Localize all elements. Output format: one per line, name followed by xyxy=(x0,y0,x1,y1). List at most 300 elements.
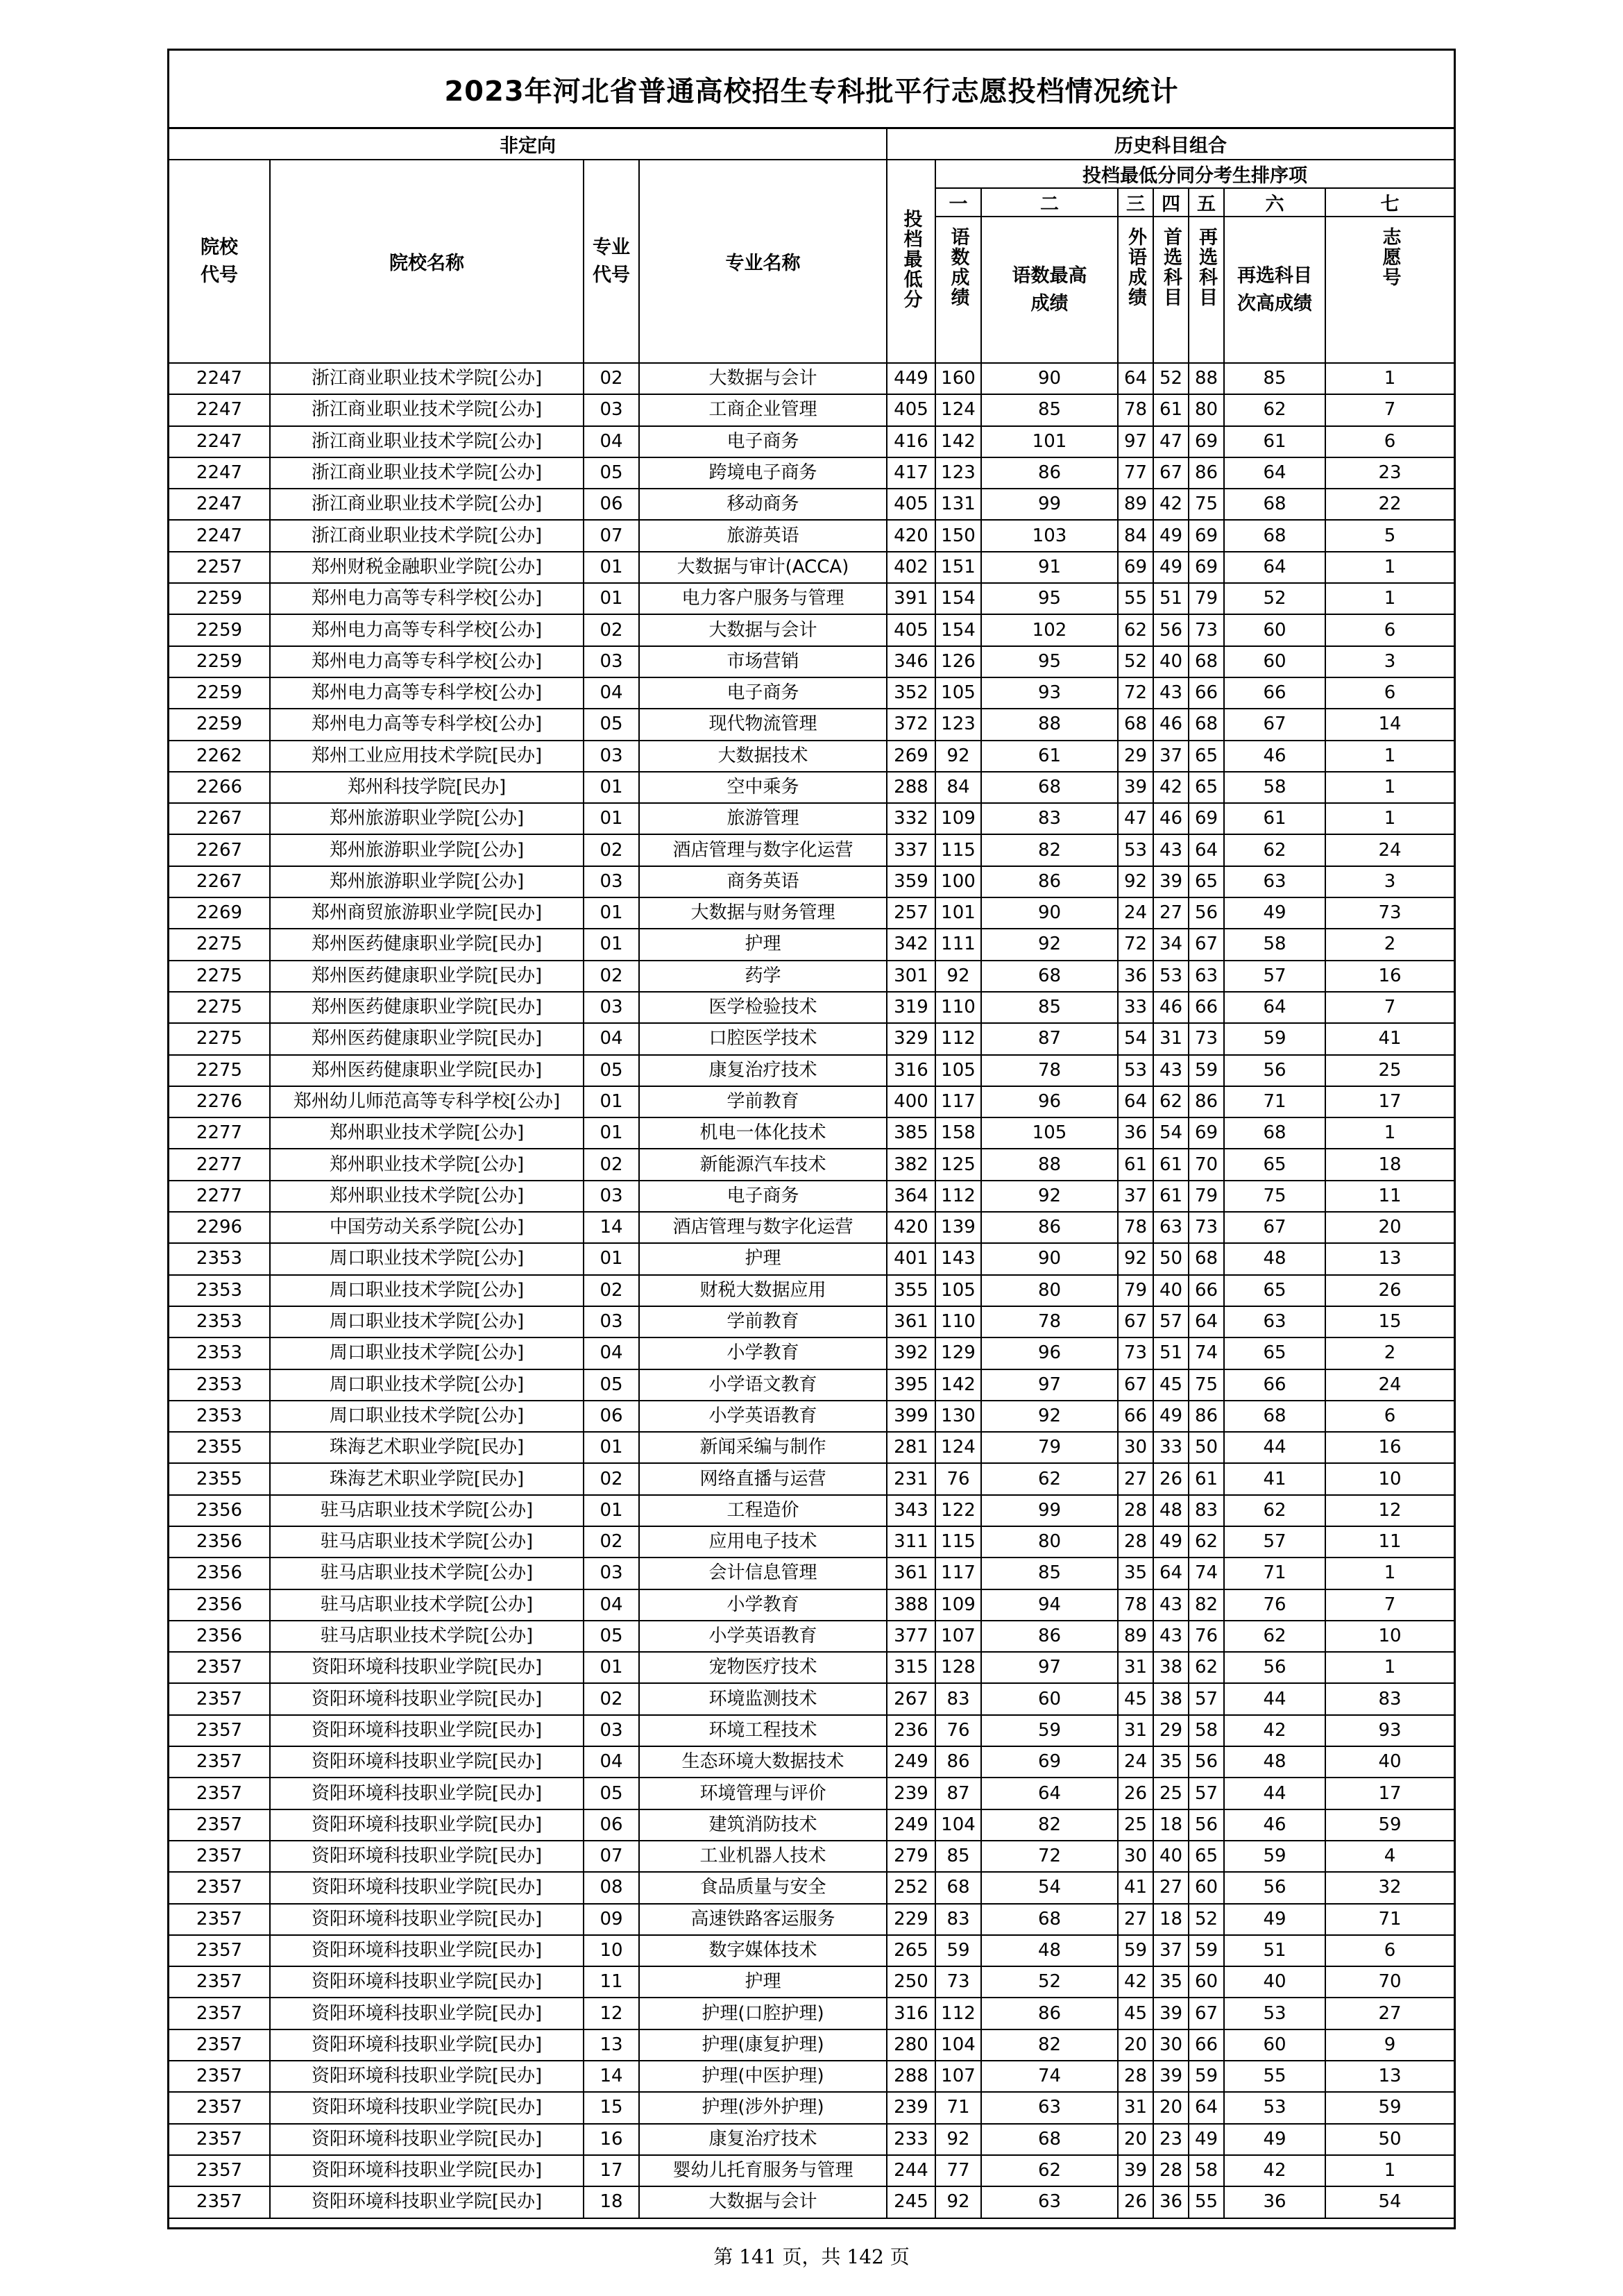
second-choice-runner-up-cell: 44 xyxy=(1224,1683,1325,1714)
table-row xyxy=(169,2061,1454,2092)
table-row xyxy=(169,1526,1454,1558)
major-name-cell: 空中乘务 xyxy=(639,772,887,803)
school-code-cell: 2353 xyxy=(169,1401,270,1432)
major-code-cell: 11 xyxy=(584,1966,639,1998)
major-code-cell: 01 xyxy=(584,583,639,614)
chinese-math-score-cell: 142 xyxy=(935,1369,981,1401)
chinese-math-max-cell: 90 xyxy=(981,363,1118,394)
foreign-language-score-cell: 67 xyxy=(1118,1369,1153,1401)
school-name-cell: 资阳环境科技职业学院[民办] xyxy=(270,2124,584,2155)
second-choice-runner-up-cell: 64 xyxy=(1224,552,1325,583)
table-row xyxy=(169,1117,1454,1149)
second-choice-runner-up-cell: 57 xyxy=(1224,961,1325,992)
school-name-cell: 郑州旅游职业学院[公办] xyxy=(270,834,584,866)
application-number-cell: 25 xyxy=(1325,1055,1454,1086)
foreign-language-score-cell: 79 xyxy=(1118,1275,1153,1306)
school-name-cell: 资阳环境科技职业学院[民办] xyxy=(270,2155,584,2186)
min-score-cell: 361 xyxy=(887,1306,935,1337)
second-choice-subject-cell: 64 xyxy=(1189,834,1224,866)
application-number-cell: 16 xyxy=(1325,1432,1454,1463)
min-score-cell: 391 xyxy=(887,583,935,614)
chinese-math-max-cell: 88 xyxy=(981,709,1118,740)
major-name-cell: 现代物流管理 xyxy=(639,709,887,740)
second-choice-runner-up-cell: 85 xyxy=(1224,363,1325,394)
foreign-language-score-cell: 53 xyxy=(1118,1055,1153,1086)
first-choice-subject-cell: 46 xyxy=(1153,709,1189,740)
major-code-cell: 17 xyxy=(584,2155,639,2186)
major-name-cell: 婴幼儿托育服务与管理 xyxy=(639,2155,887,2186)
second-choice-subject-cell: 66 xyxy=(1189,1275,1224,1306)
foreign-language-score-cell: 77 xyxy=(1118,457,1153,489)
first-choice-subject-cell: 40 xyxy=(1153,646,1189,677)
second-choice-runner-up-cell: 48 xyxy=(1224,1243,1325,1274)
second-choice-runner-up-cell: 68 xyxy=(1224,520,1325,551)
major-name-cell: 高速铁路客运服务 xyxy=(639,1904,887,1935)
min-score-cell: 281 xyxy=(887,1432,935,1463)
table-row xyxy=(169,1935,1454,1966)
application-number-cell: 6 xyxy=(1325,426,1454,457)
chinese-math-score-cell: 105 xyxy=(935,1055,981,1086)
chinese-math-score-cell: 126 xyxy=(935,646,981,677)
foreign-language-score-cell: 26 xyxy=(1118,1778,1153,1809)
second-choice-runner-up-cell: 56 xyxy=(1224,1652,1325,1683)
major-name-cell: 小学教育 xyxy=(639,1337,887,1369)
foreign-language-score-cell: 27 xyxy=(1118,1904,1153,1935)
school-name-cell: 驻马店职业技术学院[公办] xyxy=(270,1495,584,1526)
foreign-language-score-cell: 20 xyxy=(1118,2029,1153,2061)
second-choice-subject-cell: 69 xyxy=(1189,520,1224,551)
min-score-cell: 301 xyxy=(887,961,935,992)
major-name-cell: 生态环境大数据技术 xyxy=(639,1746,887,1778)
second-choice-subject-cell: 83 xyxy=(1189,1495,1224,1526)
school-name-cell: 驻马店职业技术学院[公办] xyxy=(270,1558,584,1589)
foreign-language-score-cell: 37 xyxy=(1118,1181,1153,1212)
major-name-cell: 环境管理与评价 xyxy=(639,1778,887,1809)
first-choice-subject-cell: 43 xyxy=(1153,1621,1189,1652)
second-choice-runner-up-cell: 42 xyxy=(1224,2155,1325,2186)
chinese-math-max-cell: 68 xyxy=(981,961,1118,992)
chinese-math-max-cell: 79 xyxy=(981,1432,1118,1463)
min-score-cell: 245 xyxy=(887,2186,935,2218)
table-row xyxy=(169,992,1454,1023)
major-code-cell: 01 xyxy=(584,897,639,929)
major-code-cell: 04 xyxy=(584,1746,639,1778)
chinese-math-score-cell: 73 xyxy=(935,1966,981,1998)
header-second-choice-runner-up: 再选科目次高成绩 xyxy=(1224,217,1325,363)
school-name-cell: 郑州医药健康职业学院[民办] xyxy=(270,1023,584,1054)
school-code-cell: 2247 xyxy=(169,489,270,520)
first-choice-subject-cell: 49 xyxy=(1153,552,1189,583)
min-score-cell: 382 xyxy=(887,1149,935,1180)
second-choice-runner-up-cell: 40 xyxy=(1224,1966,1325,1998)
chinese-math-score-cell: 150 xyxy=(935,520,981,551)
chinese-math-max-cell: 61 xyxy=(981,741,1118,772)
min-score-cell: 332 xyxy=(887,803,935,834)
school-name-cell: 浙江商业职业技术学院[公办] xyxy=(270,520,584,551)
school-name-cell: 资阳环境科技职业学院[民办] xyxy=(270,1683,584,1714)
school-code-cell: 2262 xyxy=(169,741,270,772)
second-choice-subject-cell: 69 xyxy=(1189,1117,1224,1149)
first-choice-subject-cell: 27 xyxy=(1153,1872,1189,1903)
second-choice-subject-cell: 70 xyxy=(1189,1149,1224,1180)
min-score-cell: 377 xyxy=(887,1621,935,1652)
first-choice-subject-cell: 49 xyxy=(1153,1401,1189,1432)
chinese-math-score-cell: 86 xyxy=(935,1746,981,1778)
chinese-math-max-cell: 85 xyxy=(981,394,1118,425)
second-choice-subject-cell: 65 xyxy=(1189,741,1224,772)
major-code-cell: 02 xyxy=(584,1149,639,1180)
school-name-cell: 郑州电力高等专科学校[公办] xyxy=(270,677,584,709)
application-number-cell: 13 xyxy=(1325,2061,1454,2092)
second-choice-runner-up-cell: 51 xyxy=(1224,1935,1325,1966)
chinese-math-max-cell: 91 xyxy=(981,552,1118,583)
school-code-cell: 2275 xyxy=(169,961,270,992)
application-number-cell: 20 xyxy=(1325,1212,1454,1243)
chinese-math-max-cell: 86 xyxy=(981,1998,1118,2029)
second-choice-subject-cell: 58 xyxy=(1189,1715,1224,1746)
school-code-cell: 2353 xyxy=(169,1306,270,1337)
school-code-cell: 2277 xyxy=(169,1181,270,1212)
second-choice-runner-up-cell: 60 xyxy=(1224,614,1325,645)
second-choice-runner-up-cell: 52 xyxy=(1224,583,1325,614)
second-choice-runner-up-cell: 65 xyxy=(1224,1149,1325,1180)
foreign-language-score-cell: 39 xyxy=(1118,772,1153,803)
school-name-cell: 资阳环境科技职业学院[民办] xyxy=(270,1809,584,1841)
header-school-name: 院校名称 xyxy=(270,160,584,363)
first-choice-subject-cell: 67 xyxy=(1153,457,1189,489)
application-number-cell: 13 xyxy=(1325,1243,1454,1274)
application-number-cell: 40 xyxy=(1325,1746,1454,1778)
chinese-math-score-cell: 158 xyxy=(935,1117,981,1149)
major-code-cell: 05 xyxy=(584,1621,639,1652)
chinese-math-score-cell: 92 xyxy=(935,2124,981,2155)
chinese-math-max-cell: 86 xyxy=(981,866,1118,897)
major-code-cell: 02 xyxy=(584,961,639,992)
foreign-language-score-cell: 35 xyxy=(1118,1558,1153,1589)
second-choice-runner-up-cell: 63 xyxy=(1224,1306,1325,1337)
first-choice-subject-cell: 40 xyxy=(1153,1275,1189,1306)
application-number-cell: 59 xyxy=(1325,1809,1454,1841)
second-choice-subject-cell: 75 xyxy=(1189,489,1224,520)
second-choice-runner-up-cell: 64 xyxy=(1224,992,1325,1023)
application-number-cell: 7 xyxy=(1325,992,1454,1023)
application-number-cell: 1 xyxy=(1325,1652,1454,1683)
table-row xyxy=(169,457,1454,489)
chinese-math-score-cell: 112 xyxy=(935,1181,981,1212)
major-name-cell: 护理(康复护理) xyxy=(639,2029,887,2061)
chinese-math-max-cell: 74 xyxy=(981,2061,1118,2092)
table-row xyxy=(169,1621,1454,1652)
major-code-cell: 03 xyxy=(584,1715,639,1746)
school-name-cell: 郑州电力高等专科学校[公办] xyxy=(270,646,584,677)
first-choice-subject-cell: 36 xyxy=(1153,2186,1189,2218)
first-choice-subject-cell: 48 xyxy=(1153,1495,1189,1526)
min-score-cell: 316 xyxy=(887,1055,935,1086)
foreign-language-score-cell: 28 xyxy=(1118,1526,1153,1558)
second-choice-subject-cell: 59 xyxy=(1189,2061,1224,2092)
school-name-cell: 周口职业技术学院[公办] xyxy=(270,1401,584,1432)
first-choice-subject-cell: 27 xyxy=(1153,897,1189,929)
application-number-cell: 7 xyxy=(1325,394,1454,425)
foreign-language-score-cell: 20 xyxy=(1118,2124,1153,2155)
major-code-cell: 08 xyxy=(584,1872,639,1903)
table-row xyxy=(169,929,1454,960)
school-name-cell: 资阳环境科技职业学院[民办] xyxy=(270,1872,584,1903)
foreign-language-score-cell: 53 xyxy=(1118,834,1153,866)
min-score-cell: 416 xyxy=(887,426,935,457)
second-choice-subject-cell: 56 xyxy=(1189,897,1224,929)
chinese-math-max-cell: 86 xyxy=(981,457,1118,489)
second-choice-subject-cell: 65 xyxy=(1189,866,1224,897)
application-number-cell: 26 xyxy=(1325,1275,1454,1306)
application-number-cell: 54 xyxy=(1325,2186,1454,2218)
major-name-cell: 食品质量与安全 xyxy=(639,1872,887,1903)
major-name-cell: 护理(中医护理) xyxy=(639,2061,887,2092)
table-row xyxy=(169,2029,1454,2061)
table-row xyxy=(169,2155,1454,2186)
chinese-math-max-cell: 80 xyxy=(981,1526,1118,1558)
foreign-language-score-cell: 73 xyxy=(1118,1337,1153,1369)
table-row xyxy=(169,1055,1454,1086)
second-choice-runner-up-cell: 64 xyxy=(1224,457,1325,489)
major-name-cell: 新能源汽车技术 xyxy=(639,1149,887,1180)
second-choice-subject-cell: 68 xyxy=(1189,709,1224,740)
header-chinese-math-score: 语数成绩 xyxy=(935,217,981,363)
min-score-cell: 337 xyxy=(887,834,935,866)
second-choice-runner-up-cell: 44 xyxy=(1224,1432,1325,1463)
table-row xyxy=(169,1652,1454,1683)
min-score-cell: 420 xyxy=(887,520,935,551)
first-choice-subject-cell: 50 xyxy=(1153,1243,1189,1274)
major-code-cell: 03 xyxy=(584,741,639,772)
chinese-math-max-cell: 90 xyxy=(981,897,1118,929)
major-code-cell: 18 xyxy=(584,2186,639,2218)
min-score-cell: 315 xyxy=(887,1652,935,1683)
chinese-math-score-cell: 122 xyxy=(935,1495,981,1526)
header-chinese-math-max: 语数最高成绩 xyxy=(981,217,1118,363)
second-choice-subject-cell: 66 xyxy=(1189,2029,1224,2061)
page-title: 2023年河北省普通高校招生专科批平行志愿投档情况统计 xyxy=(169,51,1454,129)
second-choice-runner-up-cell: 76 xyxy=(1224,1589,1325,1621)
first-choice-subject-cell: 56 xyxy=(1153,614,1189,645)
major-name-cell: 小学英语教育 xyxy=(639,1621,887,1652)
major-name-cell: 电子商务 xyxy=(639,426,887,457)
second-choice-subject-cell: 88 xyxy=(1189,363,1224,394)
first-choice-subject-cell: 46 xyxy=(1153,992,1189,1023)
major-code-cell: 06 xyxy=(584,1401,639,1432)
second-choice-runner-up-cell: 58 xyxy=(1224,772,1325,803)
major-code-cell: 02 xyxy=(584,614,639,645)
school-code-cell: 2275 xyxy=(169,1023,270,1054)
header-school-code: 院校代号 xyxy=(169,160,270,363)
second-choice-subject-cell: 67 xyxy=(1189,1998,1224,2029)
major-name-cell: 小学语文教育 xyxy=(639,1369,887,1401)
school-name-cell: 周口职业技术学院[公办] xyxy=(270,1275,584,1306)
chinese-math-score-cell: 84 xyxy=(935,772,981,803)
table-row xyxy=(169,1432,1454,1463)
school-name-cell: 驻马店职业技术学院[公办] xyxy=(270,1621,584,1652)
school-code-cell: 2259 xyxy=(169,646,270,677)
foreign-language-score-cell: 28 xyxy=(1118,2061,1153,2092)
chinese-math-max-cell: 80 xyxy=(981,1275,1118,1306)
major-code-cell: 07 xyxy=(584,1841,639,1872)
chinese-math-score-cell: 123 xyxy=(935,457,981,489)
min-score-cell: 405 xyxy=(887,394,935,425)
min-score-cell: 319 xyxy=(887,992,935,1023)
major-code-cell: 04 xyxy=(584,1023,639,1054)
major-name-cell: 大数据技术 xyxy=(639,741,887,772)
min-score-cell: 388 xyxy=(887,1589,935,1621)
chinese-math-score-cell: 110 xyxy=(935,1306,981,1337)
major-code-cell: 01 xyxy=(584,1086,639,1117)
major-code-cell: 04 xyxy=(584,426,639,457)
min-score-cell: 401 xyxy=(887,1243,935,1274)
chinese-math-max-cell: 88 xyxy=(981,1149,1118,1180)
major-name-cell: 旅游英语 xyxy=(639,520,887,551)
second-choice-subject-cell: 59 xyxy=(1189,1935,1224,1966)
second-choice-runner-up-cell: 49 xyxy=(1224,897,1325,929)
first-choice-subject-cell: 18 xyxy=(1153,1809,1189,1841)
chinese-math-score-cell: 92 xyxy=(935,2186,981,2218)
major-name-cell: 口腔医学技术 xyxy=(639,1023,887,1054)
second-choice-subject-cell: 79 xyxy=(1189,1181,1224,1212)
school-name-cell: 浙江商业职业技术学院[公办] xyxy=(270,457,584,489)
header-min-score: 投档最低分 xyxy=(887,160,935,363)
major-name-cell: 工业机器人技术 xyxy=(639,1841,887,1872)
school-code-cell: 2356 xyxy=(169,1621,270,1652)
foreign-language-score-cell: 54 xyxy=(1118,1023,1153,1054)
major-name-cell: 大数据与会计 xyxy=(639,614,887,645)
second-choice-subject-cell: 80 xyxy=(1189,394,1224,425)
chinese-math-score-cell: 83 xyxy=(935,1683,981,1714)
major-name-cell: 环境监测技术 xyxy=(639,1683,887,1714)
chinese-math-max-cell: 95 xyxy=(981,646,1118,677)
second-choice-runner-up-cell: 68 xyxy=(1224,1117,1325,1149)
first-choice-subject-cell: 52 xyxy=(1153,363,1189,394)
second-choice-runner-up-cell: 42 xyxy=(1224,1715,1325,1746)
foreign-language-score-cell: 97 xyxy=(1118,426,1153,457)
application-number-cell: 9 xyxy=(1325,2029,1454,2061)
min-score-cell: 288 xyxy=(887,2061,935,2092)
foreign-language-score-cell: 47 xyxy=(1118,803,1153,834)
major-name-cell: 旅游管理 xyxy=(639,803,887,834)
first-choice-subject-cell: 46 xyxy=(1153,803,1189,834)
table-row xyxy=(169,1243,1454,1274)
min-score-cell: 279 xyxy=(887,1841,935,1872)
school-name-cell: 驻马店职业技术学院[公办] xyxy=(270,1526,584,1558)
school-code-cell: 2259 xyxy=(169,614,270,645)
first-choice-subject-cell: 49 xyxy=(1153,1526,1189,1558)
first-choice-subject-cell: 57 xyxy=(1153,1306,1189,1337)
chinese-math-max-cell: 62 xyxy=(981,2155,1118,2186)
application-number-cell: 10 xyxy=(1325,1621,1454,1652)
foreign-language-score-cell: 78 xyxy=(1118,1212,1153,1243)
school-code-cell: 2355 xyxy=(169,1463,270,1494)
chinese-math-max-cell: 96 xyxy=(981,1337,1118,1369)
major-name-cell: 护理 xyxy=(639,929,887,960)
first-choice-subject-cell: 61 xyxy=(1153,1149,1189,1180)
school-name-cell: 郑州电力高等专科学校[公办] xyxy=(270,583,584,614)
second-choice-subject-cell: 86 xyxy=(1189,457,1224,489)
first-choice-subject-cell: 33 xyxy=(1153,1432,1189,1463)
school-name-cell: 郑州职业技术学院[公办] xyxy=(270,1149,584,1180)
min-score-cell: 250 xyxy=(887,1966,935,1998)
first-choice-subject-cell: 51 xyxy=(1153,583,1189,614)
min-score-cell: 288 xyxy=(887,772,935,803)
chinese-math-score-cell: 109 xyxy=(935,803,981,834)
second-choice-subject-cell: 52 xyxy=(1189,1904,1224,1935)
chinese-math-max-cell: 103 xyxy=(981,520,1118,551)
min-score-cell: 249 xyxy=(887,1809,935,1841)
min-score-cell: 252 xyxy=(887,1872,935,1903)
school-code-cell: 2277 xyxy=(169,1149,270,1180)
first-choice-subject-cell: 39 xyxy=(1153,866,1189,897)
table-row xyxy=(169,1495,1454,1526)
application-number-cell: 73 xyxy=(1325,897,1454,929)
major-name-cell: 大数据与会计 xyxy=(639,2186,887,2218)
table-row xyxy=(169,489,1454,520)
chinese-math-score-cell: 124 xyxy=(935,1432,981,1463)
application-number-cell: 15 xyxy=(1325,1306,1454,1337)
foreign-language-score-cell: 92 xyxy=(1118,1243,1153,1274)
table-row xyxy=(169,2186,1454,2218)
second-choice-runner-up-cell: 58 xyxy=(1224,929,1325,960)
application-number-cell: 12 xyxy=(1325,1495,1454,1526)
major-name-cell: 学前教育 xyxy=(639,1306,887,1337)
chinese-math-score-cell: 115 xyxy=(935,1526,981,1558)
major-code-cell: 13 xyxy=(584,2029,639,2061)
page-footer: 第 141 页，共 142 页 xyxy=(713,2245,910,2268)
application-number-cell: 1 xyxy=(1325,772,1454,803)
min-score-cell: 249 xyxy=(887,1746,935,1778)
chinese-math-score-cell: 112 xyxy=(935,1023,981,1054)
major-code-cell: 01 xyxy=(584,929,639,960)
min-score-cell: 316 xyxy=(887,1998,935,2029)
chinese-math-max-cell: 99 xyxy=(981,489,1118,520)
second-choice-subject-cell: 62 xyxy=(1189,1526,1224,1558)
min-score-cell: 364 xyxy=(887,1181,935,1212)
school-code-cell: 2259 xyxy=(169,583,270,614)
second-choice-runner-up-cell: 48 xyxy=(1224,1746,1325,1778)
school-name-cell: 资阳环境科技职业学院[民办] xyxy=(270,1746,584,1778)
school-code-cell: 2353 xyxy=(169,1369,270,1401)
foreign-language-score-cell: 36 xyxy=(1118,961,1153,992)
table-row xyxy=(169,1809,1454,1841)
foreign-language-score-cell: 59 xyxy=(1118,1935,1153,1966)
header-order-5: 五 xyxy=(1189,188,1224,217)
chinese-math-max-cell: 83 xyxy=(981,803,1118,834)
foreign-language-score-cell: 72 xyxy=(1118,677,1153,709)
table-row xyxy=(169,1715,1454,1746)
foreign-language-score-cell: 69 xyxy=(1118,552,1153,583)
second-choice-subject-cell: 73 xyxy=(1189,1212,1224,1243)
major-code-cell: 02 xyxy=(584,363,639,394)
foreign-language-score-cell: 26 xyxy=(1118,2186,1153,2218)
admission-statistics-sheet xyxy=(167,49,1456,2229)
school-name-cell: 资阳环境科技职业学院[民办] xyxy=(270,1966,584,1998)
application-number-cell: 59 xyxy=(1325,2092,1454,2123)
chinese-math-score-cell: 76 xyxy=(935,1715,981,1746)
chinese-math-score-cell: 112 xyxy=(935,1998,981,2029)
first-choice-subject-cell: 37 xyxy=(1153,1935,1189,1966)
chinese-math-score-cell: 124 xyxy=(935,394,981,425)
application-number-cell: 41 xyxy=(1325,1023,1454,1054)
school-name-cell: 郑州医药健康职业学院[民办] xyxy=(270,1055,584,1086)
header-second-choice-subject: 再选科目 xyxy=(1189,217,1224,363)
second-choice-runner-up-cell: 53 xyxy=(1224,2092,1325,2123)
table-row xyxy=(169,741,1454,772)
table-row xyxy=(169,1023,1454,1054)
